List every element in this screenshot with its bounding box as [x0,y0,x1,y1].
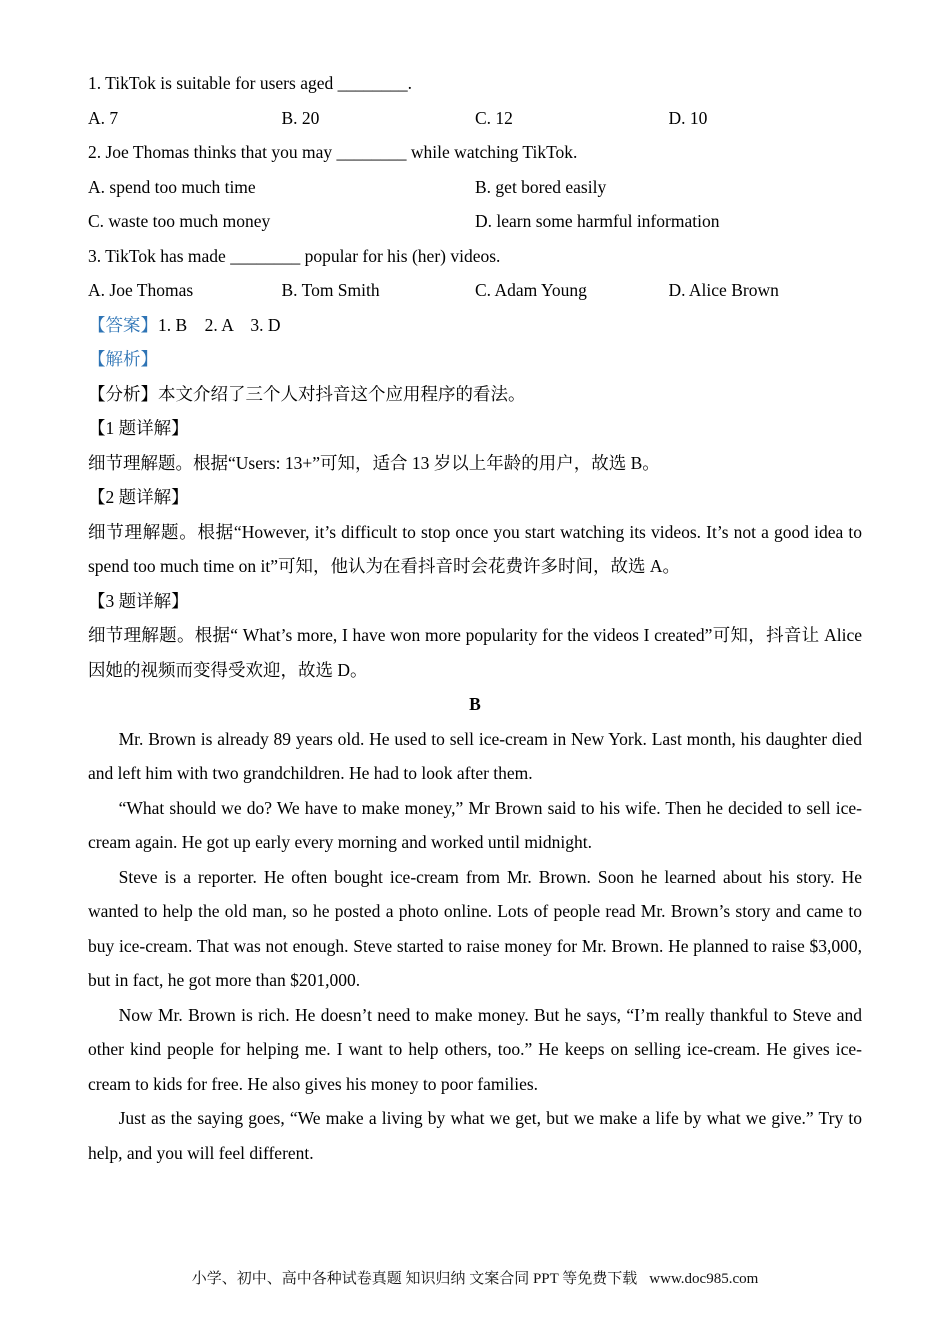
analysis-label: 【解析】 [88,349,158,369]
question-3-option-b: B. Tom Smith [281,280,380,300]
detail-2-heading: 【2 题详解】 [88,487,189,507]
answer-label: 【答案】 [88,314,158,335]
detail-2-body: 细节理解题。根据“However, it’s difficult to stop once you start watching its videos. It’s not a good idea to spend too much time on it”可知，他认为在看抖音时会花费许多时间，故选 A。 [88,521,862,576]
question-1-options [88,101,862,136]
question-2-options [88,170,862,239]
question-3-options [88,273,862,308]
detail-3-body: 细节理解题。根据“ What’s more, I have won more popularity for the videos I created”可知，抖音让 Alice 因她的视频而变得受欢迎，故选 D。 [88,625,862,680]
footer-url: www.doc985.com [649,1271,759,1287]
detail-1-body: 细节理解题。根据“Users: 13+”可知，适合 13 岁以上年龄的用户，故选 B。 [88,452,660,473]
question-2-option-d: D. learn some harmful information [475,211,720,231]
detail-3-heading: 【3 题详解】 [88,590,189,611]
question-3-stem: 3. TikTok has made ________ popular for his (her) videos. [88,245,501,266]
question-1-option-d: D. 10 [668,107,708,128]
footer-text: 小学、初中、高中各种试卷真题 知识归纳 文案合同 PPT 等免费下载 [191,1271,638,1287]
question-2-stem: 2. Joe Thomas thinks that you may ________ while watching TikTok. [88,142,578,162]
passage-paragraph-2: “What should we do? We have to make money,” Mr Brown said to his wife. Then he decided to sell ice-cream again. He got up early every morning and worked until midnight. [88,797,862,852]
passage-paragraph-5: Just as the saying goes, “We make a living by what we get, but we make a life by what we give.” Try to help, and you will feel different. [88,1108,862,1163]
question-2-option-c: C. waste too much money [88,211,271,231]
answer-line [88,308,862,343]
question-3-option-a: A. Joe Thomas [88,280,194,300]
question-1-option-b: B. 20 [281,107,320,128]
question-1-option-c: C. 12 [475,107,513,128]
passage-heading: B [469,694,481,714]
question-2-option-a: A. spend too much time [88,176,256,197]
question-1-option-a: A. 7 [88,107,119,128]
passage-paragraph-3: Steve is a reporter. He often bought ice-cream from Mr. Brown. Soon he learned about his story. He wanted to help the old man, so he posted a photo online. Lots of people read Mr. Brown’s story and came to buy ice-cream. That was not enough. Steve started to raise money for Mr. Brown. He planned to raise $3,000, but in fact, he got more than $201,000. [88,866,862,990]
question-3-option-d: D. Alice Brown [668,280,779,300]
document-content [88,66,862,1170]
analysis-overview: 【分析】本文介绍了三个人对抖音这个应用程序的看法。 [88,383,526,404]
passage-paragraph-4: Now Mr. Brown is rich. He doesn’t need to make money. But he says, “I’m really thankful to Steve and other kind people for helping me. I want to help others, too.” He keeps on selling ice-cream. He gives ice-cream to kids for free. He also gives his money to poor families. [88,1004,862,1094]
answer-values: 1. B 2. A 3. D [158,314,281,335]
passage-paragraph-1: Mr. Brown is already 89 years old. He used to sell ice-cream in New York. Last month, his daughter died and left him with two grandchildren. He had to look after them. [88,728,862,783]
detail-1-heading: 【1 题详解】 [88,418,189,438]
page-footer [0,1267,950,1288]
question-1-stem: 1. TikTok is suitable for users aged ________. [88,73,412,93]
question-2-option-b: B. get bored easily [475,176,607,197]
question-3-option-c: C. Adam Young [475,280,587,300]
